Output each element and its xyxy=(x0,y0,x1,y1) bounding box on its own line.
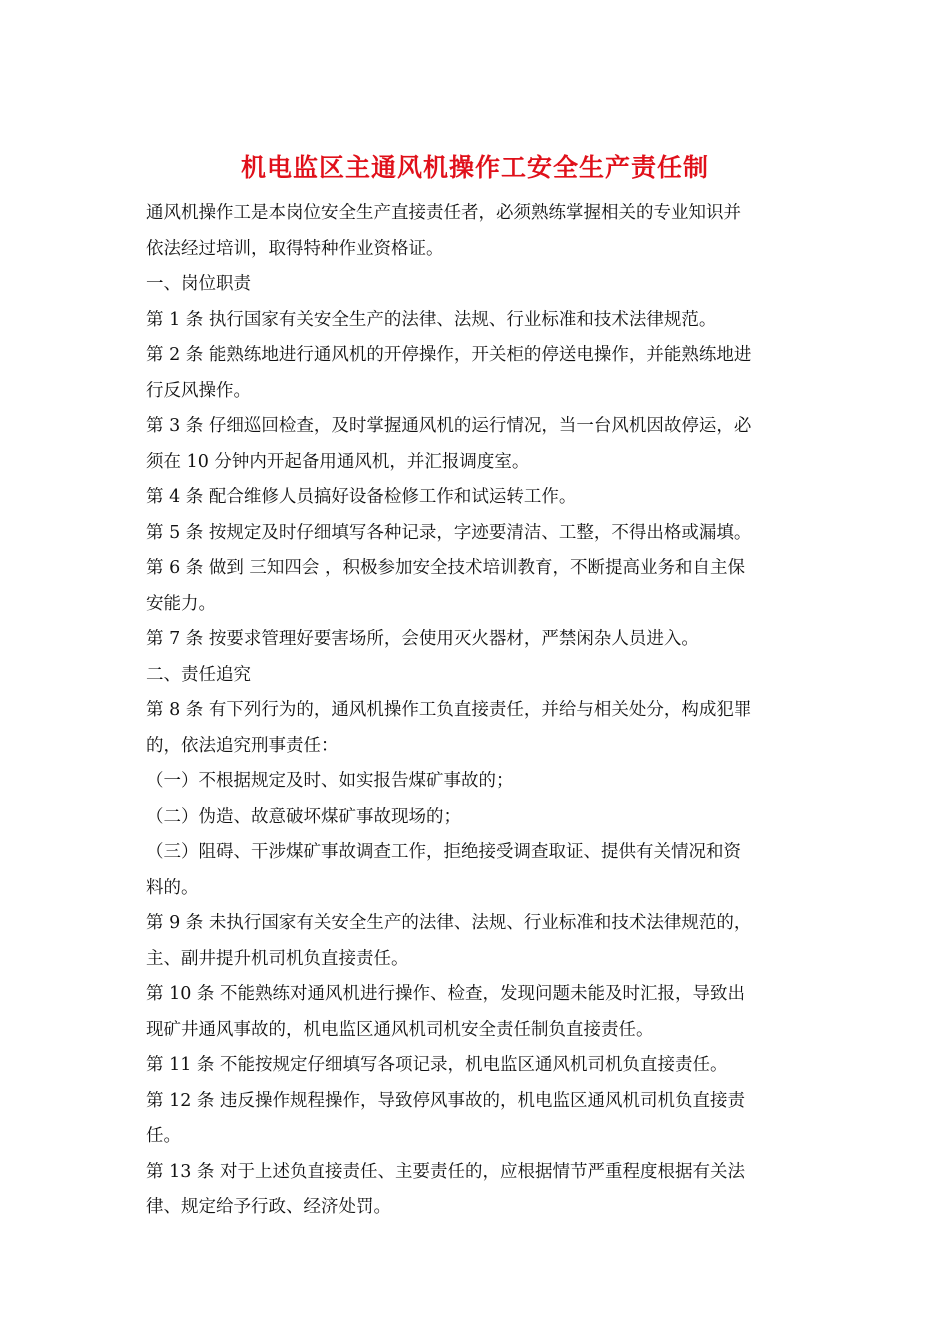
body-line: 主、副井提升机司机负直接责任。 xyxy=(146,948,409,969)
body-line: 二、责任追究 xyxy=(146,664,251,685)
body-line: 的，依法追究刑事责任： xyxy=(146,735,339,756)
body-line: 安能力。 xyxy=(146,593,216,614)
body-line: 第 1 条 执行国家有关安全生产的法律、法规、行业标准和技术法律规范。 xyxy=(146,309,717,330)
body-line: 第 6 条 做到 三知四会 ，积极参加安全技术培训教育，不断提高业务和自主保 xyxy=(146,558,745,578)
body-line: 通风机操作工是本岗位安全生产直接责任者，必须熟练掌握相关的专业知识并 xyxy=(146,203,741,223)
body-line: 须在 10 分钟内开起备用通风机，并汇报调度室。 xyxy=(146,451,530,472)
body-line: 第 7 条 按要求管理好要害场所，会使用灭火器材，严禁闲杂人员进入。 xyxy=(146,629,699,649)
body-line: （一）不根据规定及时、如实报告煤矿事故的； xyxy=(146,771,514,791)
body-line: 第 12 条 违反操作规程操作，导致停风事故的，机电监区通风机司机负直接责 xyxy=(146,1090,745,1111)
document-title: 机电监区主通风机操作工安全生产责任制 xyxy=(240,153,709,182)
body-line: （二）伪造、故意破坏煤矿事故现场的； xyxy=(146,806,461,827)
body-line: 现矿井通风事故的，机电监区通风机司机安全责任制负直接责任。 xyxy=(146,1019,654,1040)
body-line: 第 4 条 配合维修人员搞好设备检修工作和试运转工作。 xyxy=(146,487,577,507)
body-line: 第 2 条 能熟练地进行通风机的开停操作，开关柜的停送电操作，并能熟练地进 xyxy=(146,345,752,365)
body-line: 第 9 条 未执行国家有关安全生产的法律、法规、行业标准和技术法律规范的， xyxy=(146,913,752,933)
body-line: 第 10 条 不能熟练对通风机进行操作、检查，发现问题未能及时汇报，导致出 xyxy=(146,984,745,1004)
body-line: 第 3 条 仔细巡回检查，及时掌握通风机的运行情况，当一台风机因故停运，必 xyxy=(146,416,752,436)
body-line: 行反风操作。 xyxy=(146,380,251,401)
body-line: （三）阻碍、干涉煤矿事故调查工作，拒绝接受调查取证、提供有关情况和资 xyxy=(146,842,741,862)
body-line: 第 8 条 有下列行为的，通风机操作工负直接责任，并给与相关处分，构成犯罪 xyxy=(146,700,752,720)
body-line: 第 5 条 按规定及时仔细填写各种记录，字迹要清洁、工整，不得出格或漏填。 xyxy=(146,522,752,543)
body-line: 依法经过培训，取得特种作业资格证。 xyxy=(146,238,444,259)
body-line: 料的。 xyxy=(146,877,199,898)
body-line: 一、岗位职责 xyxy=(146,274,251,294)
document-body xyxy=(146,196,808,1226)
body-line: 第 13 条 对于上述负直接责任、主要责任的，应根据情节严重程度根据有关法 xyxy=(146,1161,745,1182)
body-line: 律、规定给予行政、经济处罚。 xyxy=(146,1197,391,1217)
body-line: 任。 xyxy=(146,1126,181,1146)
body-line: 第 11 条 不能按规定仔细填写各项记录，机电监区通风机司机负直接责任。 xyxy=(146,1055,728,1075)
